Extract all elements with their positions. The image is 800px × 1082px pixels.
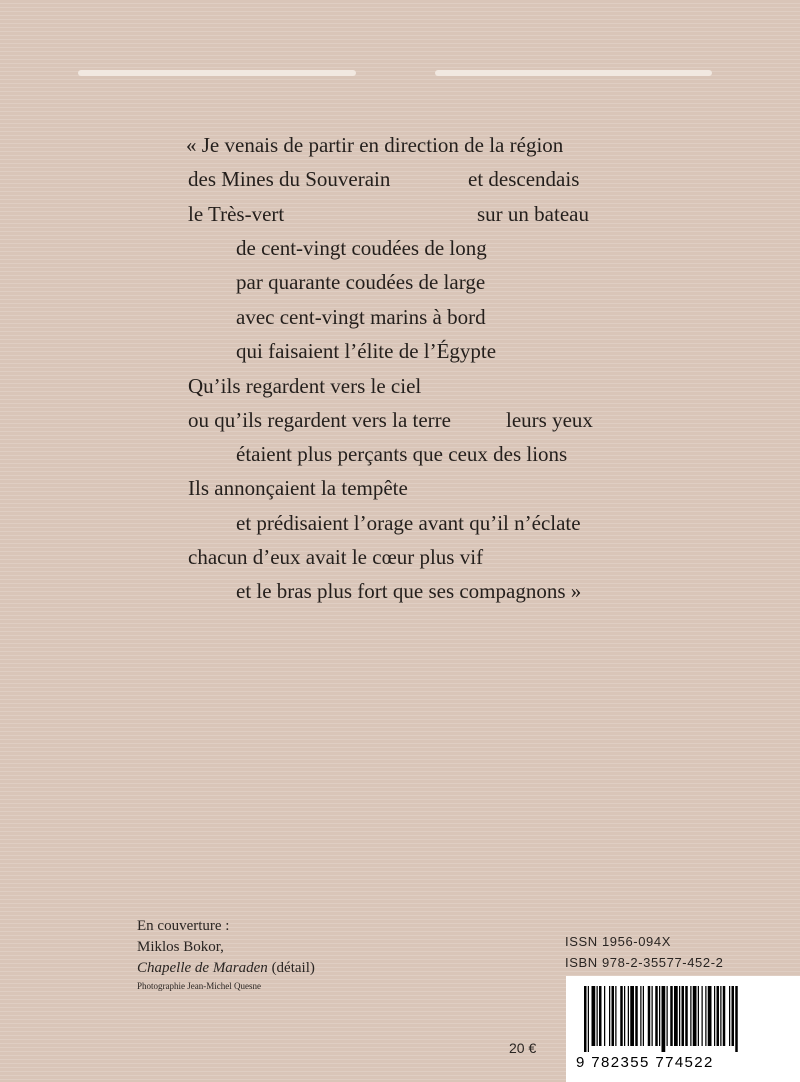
barcode-bar (615, 986, 616, 1046)
barcode-bar (698, 986, 699, 1046)
poem-line-11: Ils annonçaient la tempête (188, 476, 408, 500)
barcode-bar (597, 986, 598, 1046)
barcode-bar (620, 986, 623, 1046)
barcode-bar (714, 986, 715, 1046)
poem-line-2a: des Mines du Souverain (188, 167, 391, 191)
poem-line-5: par quarante coudées de large (236, 270, 486, 294)
barcode-bar (702, 986, 703, 1046)
barcode-bar (735, 986, 738, 1052)
isbn-code: ISBN 978-2-35577-452-2 (565, 955, 724, 970)
barcode-bar (609, 986, 610, 1046)
poem-line-8: Qu’ils regardent vers le ciel (188, 374, 422, 398)
artwork-title: Chapelle de Maraden (137, 960, 268, 976)
price-label: 20 € (509, 1040, 537, 1056)
barcode-bar (659, 986, 660, 1046)
barcode-bar (690, 986, 691, 1046)
decorative-bar-left (78, 70, 356, 76)
barcode-number: 9 782355 774522 (576, 1054, 714, 1071)
barcode (566, 976, 800, 1082)
issn-code: ISSN 1956-094X (565, 934, 671, 949)
artwork-caption (137, 960, 315, 977)
barcode-bar (640, 986, 641, 1046)
poem-line-2b: et descendais (468, 167, 580, 191)
poem-line-1: « Je venais de partir en direction de la région (186, 133, 564, 157)
barcode-bars (584, 986, 784, 1052)
barcode-bar (670, 986, 673, 1046)
barcode-bar (679, 986, 680, 1046)
barcode-bar (732, 986, 735, 1046)
barcode-bar (635, 986, 638, 1046)
poem-line-13: chacun d’eux avait le cœur plus vif (188, 545, 484, 569)
barcode-bar (584, 986, 587, 1052)
artwork-detail: (détail) (271, 960, 315, 976)
barcode-bar (655, 986, 658, 1046)
barcode-bar (592, 986, 596, 1046)
barcode-bar (708, 986, 712, 1046)
barcode-bar (705, 986, 706, 1046)
poem-line-12: et prédisaient l’orage avant qu’il n’éclate (236, 511, 581, 535)
barcode-bar (662, 986, 666, 1052)
barcode-bar (682, 986, 685, 1046)
poem-line-9a: ou qu’ils regardent vers la terre (188, 408, 451, 432)
poem-line-3a: le Très-vert (188, 202, 285, 226)
poem-line-14: et le bras plus fort que ses compagnons » (236, 579, 582, 603)
barcode-bar (667, 986, 668, 1046)
barcode-bar (612, 986, 615, 1046)
barcode-bar (628, 986, 629, 1046)
artist-name: Miklos Bokor, (137, 939, 224, 955)
barcode-bar (624, 986, 625, 1046)
barcode-bar (604, 986, 605, 1046)
barcode-bar (643, 986, 644, 1046)
poem-line-9b: leurs yeux (506, 408, 593, 432)
poem-line-10: étaient plus perçants que ceux des lions (236, 442, 568, 466)
decorative-bar-right (435, 70, 712, 76)
poem-line-7: qui faisaient l’élite de l’Égypte (236, 339, 497, 363)
barcode-bar (717, 986, 720, 1046)
photo-credit: Photographie Jean-Michel Quesne (137, 981, 261, 991)
poem-line-4: de cent-vingt coudées de long (236, 236, 487, 260)
barcode-bar (599, 986, 602, 1046)
barcode-bar (720, 986, 721, 1046)
poem-line-6: avec cent-vingt marins à bord (236, 305, 486, 329)
poem-line-3b: sur un bateau (477, 202, 589, 226)
cover-label: En couverture : (137, 918, 230, 934)
barcode-bar (648, 986, 651, 1046)
barcode-bar (652, 986, 653, 1046)
barcode-bar (693, 986, 697, 1046)
barcode-bar (685, 986, 688, 1046)
barcode-bar (630, 986, 634, 1046)
barcode-bar (588, 986, 589, 1052)
barcode-bar (723, 986, 726, 1046)
barcode-bar (729, 986, 730, 1046)
barcode-bar (674, 986, 678, 1046)
